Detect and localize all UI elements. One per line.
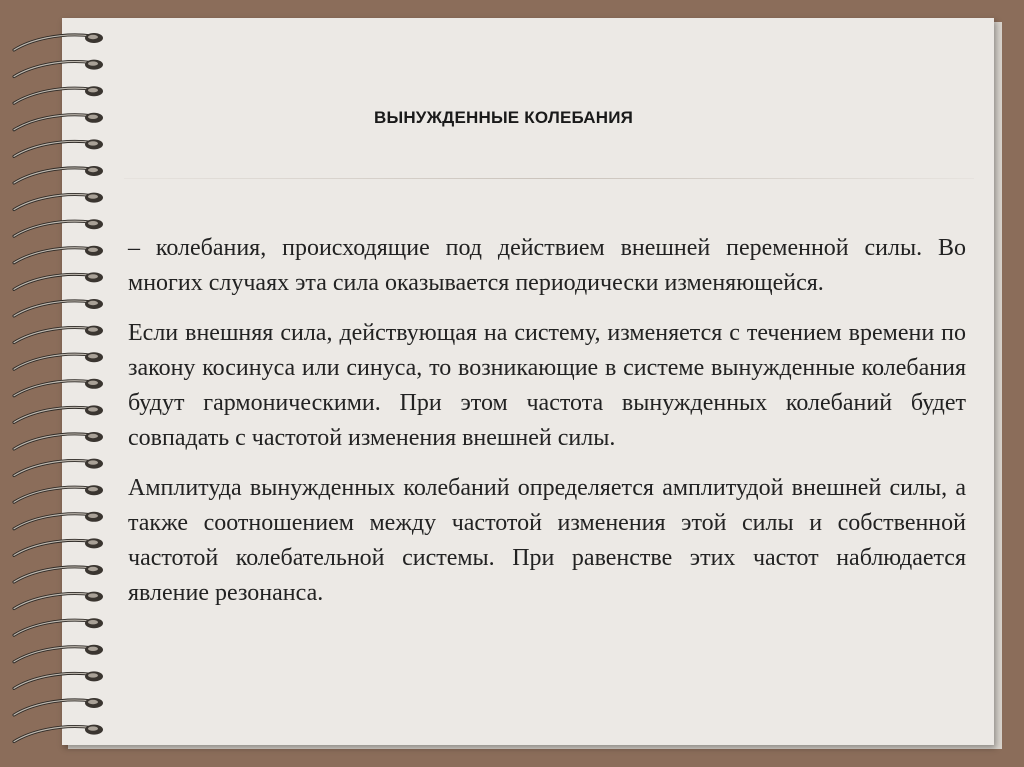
paragraph-definition: – колебания, происходящие под действием внешней переменной силы. Во многих случаях эта сила оказывается периодически изменяющейся. — [128, 235, 966, 296]
spiral-binding-icon — [0, 0, 120, 767]
title-divider — [124, 178, 974, 179]
page-title: ВЫНУЖДЕННЫЕ КОЛЕБАНИЯ — [374, 108, 634, 127]
paragraph-harmonic: Если внешняя сила, действующая на систему, изменяется с течением времени по закону косинуса или синуса, то возникающие в системе вынужденные колебания будут гармоническими. При этом частота вынужденных колебаний будет совпадать с частотой изменения внешней силы. — [128, 320, 966, 451]
body-text — [128, 231, 966, 626]
paragraph-resonance: Амплитуда вынужденных колебаний определяется амплитудой внешней силы, а также соотношением между частотой изменения этой силы и собственной частотой колебательной системы. При равенстве этих частот наблюдается явление резонанса. — [128, 475, 966, 606]
